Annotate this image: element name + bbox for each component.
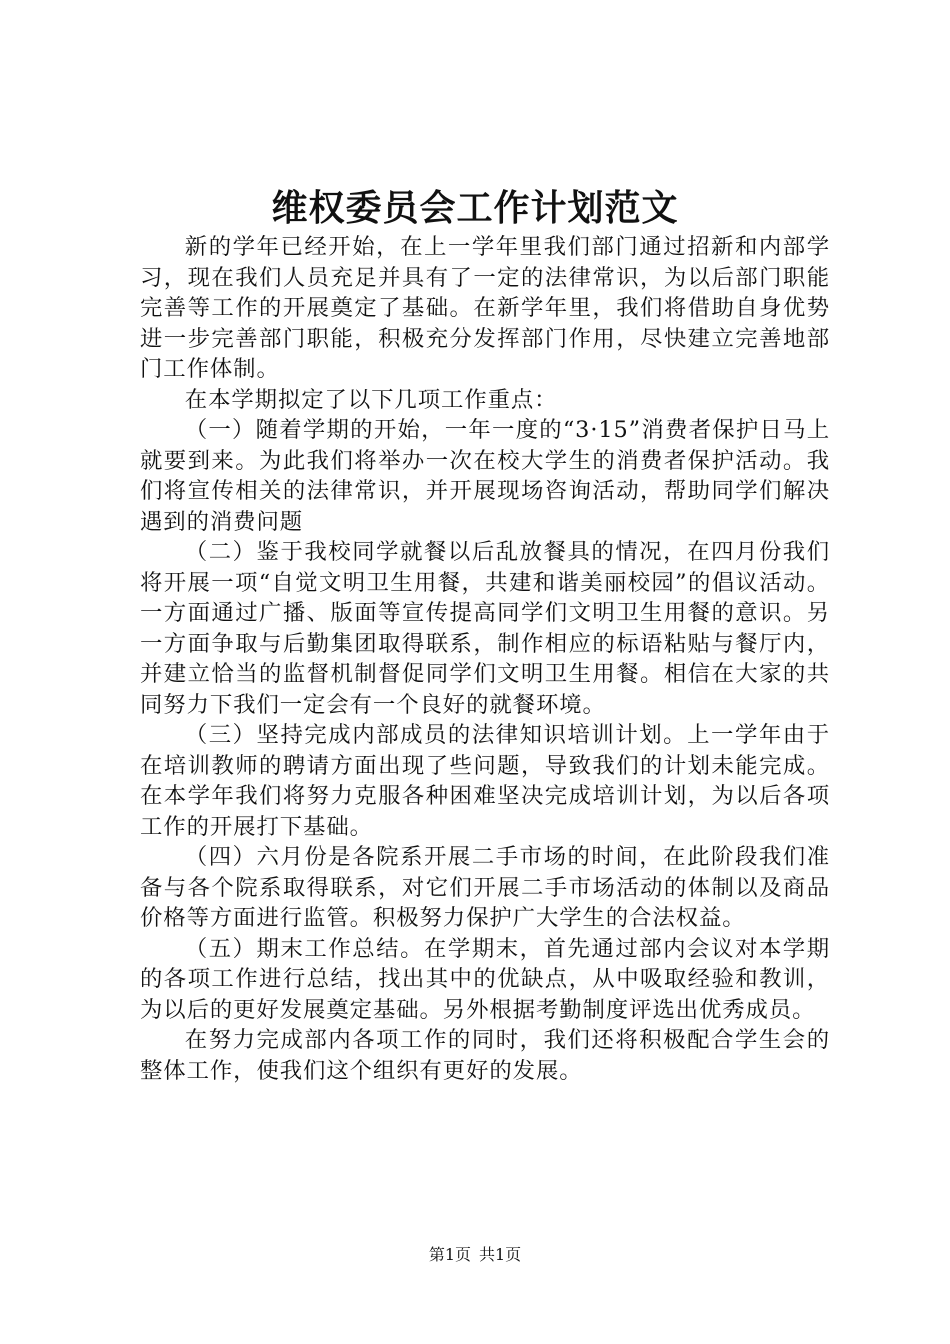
paragraph-intro: 新的学年已经开始，在上一学年里我们部门通过招新和内部学习，现在我们人员充足并具有了一定的法律常识，为以后部门职能完善等工作的开展奠定了基础。在新学年里，我们将借助自身优势进一步完善部门职能，积极充分发挥部门作用，尽快建立完善地部门工作体制。	[140, 234, 830, 382]
page-number: 第1页	[428, 1245, 471, 1264]
page-footer	[0, 1245, 950, 1265]
document-body	[140, 232, 830, 1086]
paragraph-item-2: （二）鉴于我校同学就餐以后乱放餐具的情况，在四月份我们将开展一项“自觉文明卫生用餐，共建和谐美丽校园”的倡议活动。一方面通过广播、版面等宣传提高同学们文明卫生用餐的意识。另一方面争取与后勤集团取得联系，制作相应的标语粘贴与餐厅内，并建立恰当的监督机制督促同学们文明卫生用餐。相信在大家的共同努力下我们一定会有一个良好的就餐环境。	[140, 539, 830, 718]
paragraph-closing: 在努力完成部内各项工作的同时，我们还将积极配合学生会的整体工作，使我们这个组织有更好的发展。	[140, 1027, 830, 1084]
paragraph-item-4: （四）六月份是各院系开展二手市场的时间，在此阶段我们准备与各个院系取得联系，对它们开展二手市场活动的体制以及商品价格等方面进行监管。积极努力保护广大学生的合法权益。	[140, 844, 830, 931]
paragraph-item-5: （五）期末工作总结。在学期末，首先通过部内会议对本学期的各项工作进行总结，找出其中的优缺点，从中吸取经验和教训，为以后的更好发展奠定基础。另外根据考勤制度评选出优秀成员。	[140, 935, 830, 1023]
paragraph-item-1: （一）随着学期的开始，一年一度的“3·15”消费者保护日马上就要到来。为此我们将举办一次在校大学生的消费者保护活动。我们将宣传相关的法律常识，并开展现场咨询活动，帮助同学们解决遇到的消费问题	[140, 417, 830, 535]
document-title: 维权委员会工作计划范文	[271, 187, 679, 229]
page-total: 共1页	[479, 1245, 522, 1264]
paragraph-item-3: （三）坚持完成内部成员的法律知识培训计划。上一学年由于在培训教师的聘请方面出现了些问题，导致我们的计划未能完成。在本学年我们将努力克服各种困难坚决完成培训计划，为以后各项工作的开展打下基础。	[140, 722, 830, 840]
paragraph-focus-lead: 在本学期拟定了以下几项工作重点：	[184, 386, 558, 413]
